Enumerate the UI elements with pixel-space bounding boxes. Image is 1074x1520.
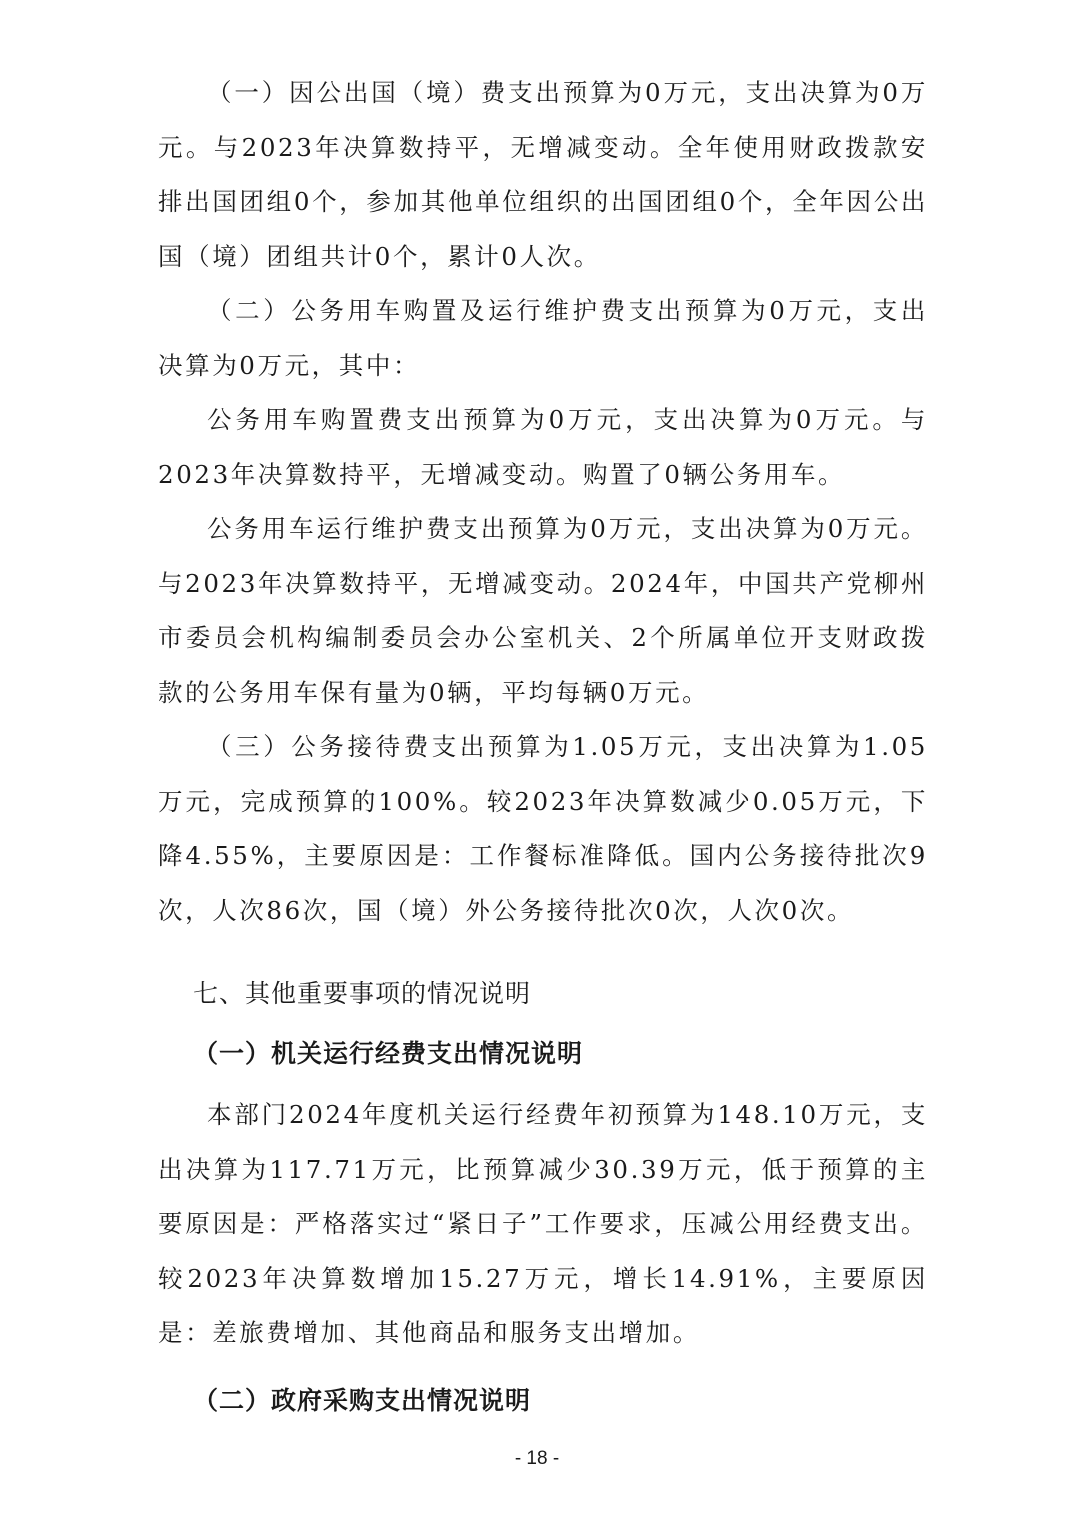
- document-page: [158, 66, 928, 1435]
- paragraph-vehicle-purchase: 公务用车购置费支出预算为0万元，支出决算为0万元。与2023年决算数持平，无增减变动。购置了0辆公务用车。: [158, 405, 928, 489]
- section-heading: 七、其他重要事项的情况说明: [193, 979, 532, 1008]
- paragraph-reception: （三）公务接待费支出预算为1.05万元，支出决算为1.05万元，完成预算的100%。较2023年决算数减少0.05万元，下降4.55%，主要原因是：工作餐标准降低。国内公务接待批次9次，人次86次，国（境）外公务接待批次0次，人次0次。: [158, 732, 928, 925]
- paragraph-operating-costs: 本部门2024年度机关运行经费年初预算为148.10万元，支出决算为117.71万元，比预算减少30.39万元，低于预算的主要原因是：严格落实过“紧日子”工作要求，压减公用经费支出。较2023年决算数增加15.27万元，增长14.91%，主要原因是：差旅费增加、其他商品和服务支出增加。: [158, 1100, 928, 1347]
- paragraph-vehicle-maintenance: 公务用车运行维护费支出预算为0万元，支出决算为0万元。与2023年决算数持平，无增减变动。2024年，中国共产党柳州市委员会机构编制委员会办公室机关、2个所属单位开支财政拨款的公务用车保有量为0辆，平均每辆0万元。: [158, 514, 928, 707]
- paragraph-overseas-travel: （一）因公出国（境）费支出预算为0万元，支出决算为0万元。与2023年决算数持平，无增减变动。全年使用财政拨款安排出国团组0个，参加其他单位组织的出国团组0个，全年因公出国（境）团组共计0个，累计0人次。: [158, 78, 928, 271]
- subsection-heading-procurement: （二）政府采购支出情况说明: [193, 1385, 532, 1415]
- subsection-heading-operating-costs: （一）机关运行经费支出情况说明: [193, 1039, 584, 1068]
- page-number: - 18 -: [514, 1448, 560, 1469]
- paragraph-vehicle-summary: （二）公务用车购置及运行维护费支出预算为0万元，支出决算为0万元，其中：: [158, 296, 928, 380]
